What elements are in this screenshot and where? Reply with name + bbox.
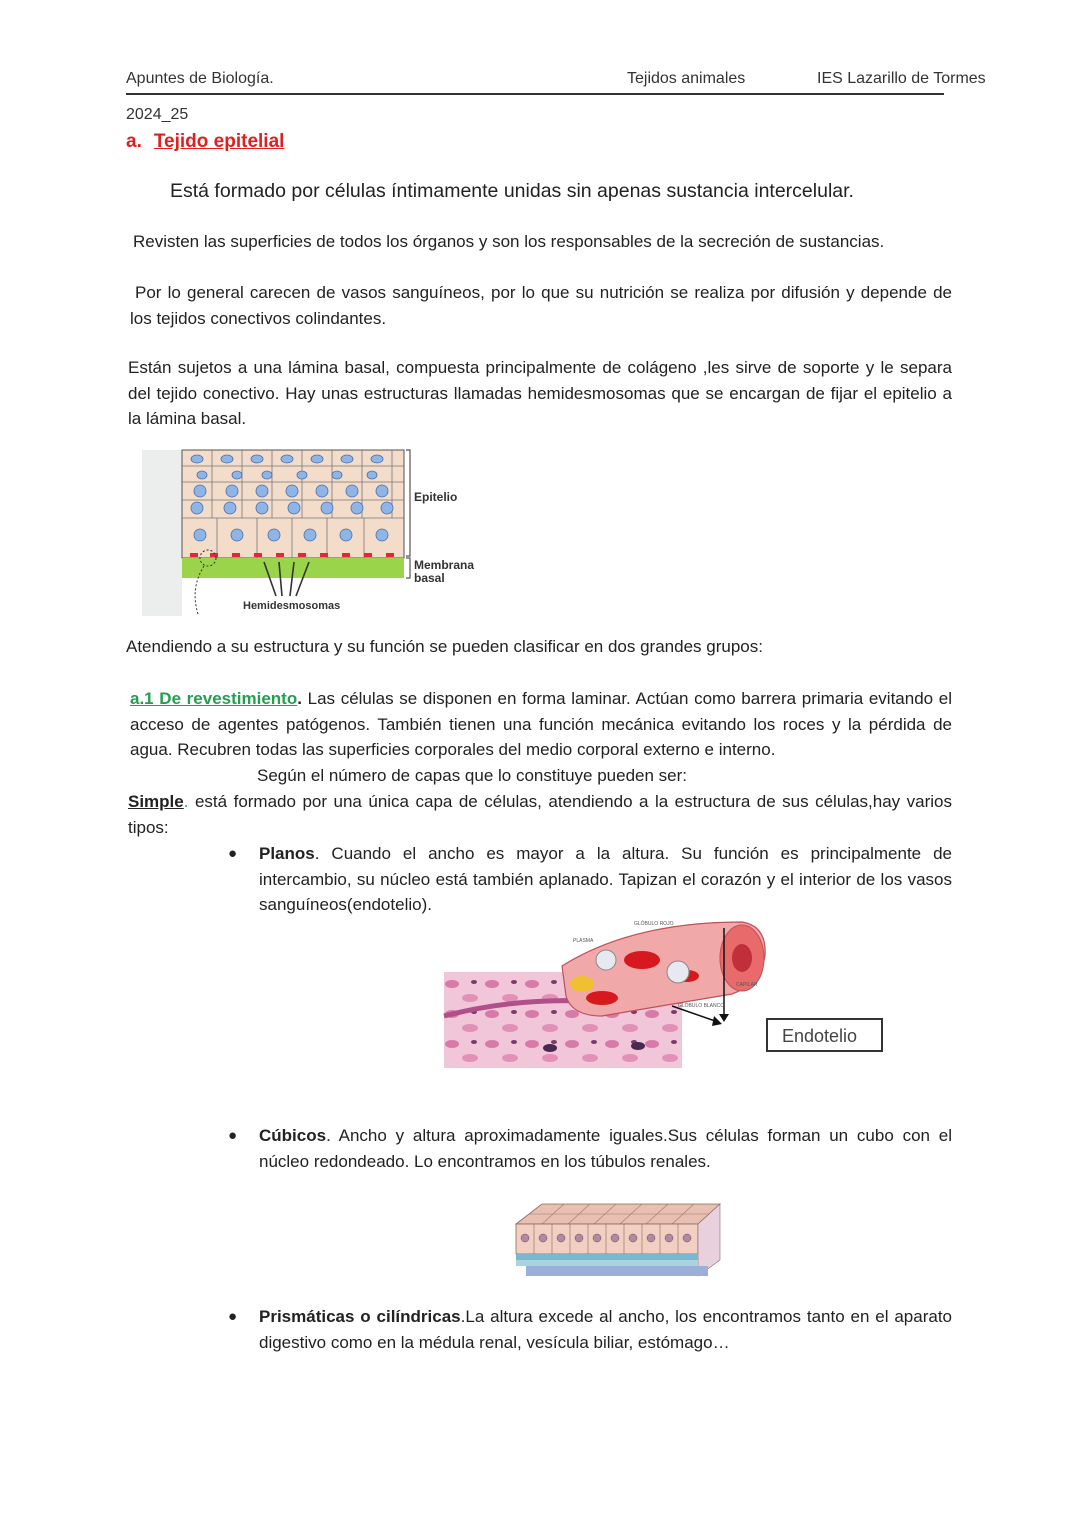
arrow-diagonal-head [712,1016,722,1026]
revestimiento-text: Las células se disponen en forma laminar. Actúan como barrera primaria evitando el acceso de agentes patógenos. También tienen una función mecánica evitando los roces y la pérdida de agua. Recubren todas las superficies corporales del medio corporal externo e interno. [130,689,952,759]
revestimiento-paragraph [130,686,952,763]
diagram-bg-strip [142,450,182,616]
bullet-planos-body: . Cuando el ancho es mayor a la altura. Su función es principalmente de intercambio, su núcleo está también aplanado. Tapizan el corazón y el interior de los vasos sanguíneos(endotelio). [259,844,952,914]
bullet-prismaticas-title: Prismáticas o cilíndricas [259,1307,461,1326]
header-divider [126,93,944,95]
header-right: IES Lazarillo de Tormes [817,70,986,87]
arrow-vertical-head [719,1014,729,1022]
nucleus-b [631,1042,645,1050]
small-plasma-label: PLASMA [573,938,594,944]
red-cell-2 [586,991,618,1005]
capillary-lumen [732,944,752,972]
small-capilar-label: CAPILAR [736,982,758,988]
revestimiento-period: . [297,689,302,708]
red-cell-1 [624,951,660,969]
small-globulo-blanco-label: GLÓBULO BLANCO [678,1003,725,1009]
epithelium-diagram [142,448,487,620]
paragraph-2: Revisten las superficies de todos los órganos y son los responsables de la secreción de sustancias. [133,232,885,251]
label-epitelio: Epitelio [414,490,458,504]
bullet-cubicos-text [259,1123,952,1174]
simple-text: está formado por una única capa de células, atendiendo a la estructura de sus células,hay varios tipos: [128,792,952,837]
paragraph-3: Por lo general carecen de vasos sanguíneos, por lo que su nutrición se realiza por difusión y depende de los tejidos conectivos colindantes. [130,283,952,328]
capas-line: Según el número de capas que lo constituye pueden ser: [257,766,688,785]
section-title-text: Tejido epitelial [153,131,285,152]
simple-title: Simple [128,792,184,811]
paragraph-4: Están sujetos a una lámina basal, compuesta principalmente de colágeno ,les sirve de soporte y le separa del tejido conectivo. Hay unas estructuras llamadas hemidesmosomas que se encargan de fijar el epitelio a la lámina basal. [128,358,952,428]
label-basal: basal [414,571,445,585]
section-title [126,131,284,153]
paragraph-5: Atendiendo a su estructura y su función se pueden clasificar en dos grandes grupos: [126,637,763,656]
header-year: 2024_25 [126,106,189,123]
bullet-dot-icon: ● [228,845,238,862]
bullet-planos-title: Planos [259,844,315,863]
bullet-prismaticas-body: .La altura excede al ancho, los encontramos tanto en el aparato digestivo como en la médula renal, vesícula biliar, estómago… [259,1307,952,1352]
white-cell-2 [667,961,689,983]
bullet-dot-icon: ● [228,1127,238,1144]
label-hemidesmosomas: Hemidesmosomas [243,600,341,612]
bullet-prismaticas [228,1304,952,1355]
epitelio-bracket [406,450,410,556]
section-letter: a. [126,131,142,152]
white-cell-1 [596,950,616,970]
header-middle: Tejidos animales [627,70,746,87]
bullet-cubicos-body: . Ancho y altura aproximadamente iguales.Sus células forman un cubo con el núcleo redondeado. Lo encontramos en los túbulos renales. [259,1126,952,1171]
bullet-dot-icon: ● [228,1308,238,1325]
nucleus-a [543,1044,557,1052]
bullet-cubicos [228,1123,952,1174]
cuboidal-figure [512,1200,724,1278]
membrana-bracket [406,558,410,578]
revestimiento-title: a.1 De revestimiento [130,689,298,708]
header-left: Apuntes de Biología. [126,70,274,87]
paragraph-lead: Está formado por células íntimamente unidas sin apenas sustancia intercelular. [170,180,854,202]
bullet-planos-text [259,841,952,918]
cuboidal-basal-1 [516,1254,698,1260]
label-membrana: Membrana [414,558,475,572]
cuboidal-basal-2 [516,1260,698,1266]
bullet-cubicos-title: Cúbicos [259,1126,327,1145]
bullet-planos [228,841,952,918]
simple-paragraph [128,789,952,840]
endothelium-figure [442,916,892,1072]
small-globulo-rojo-label: GLÓBULO ROJO [634,921,674,927]
endotelio-label: Endotelio [782,1026,858,1046]
simple-period: . [183,792,189,811]
cuboidal-connective [526,1266,708,1276]
plasma-blob [570,976,594,992]
bullet-prismaticas-text [259,1304,952,1355]
